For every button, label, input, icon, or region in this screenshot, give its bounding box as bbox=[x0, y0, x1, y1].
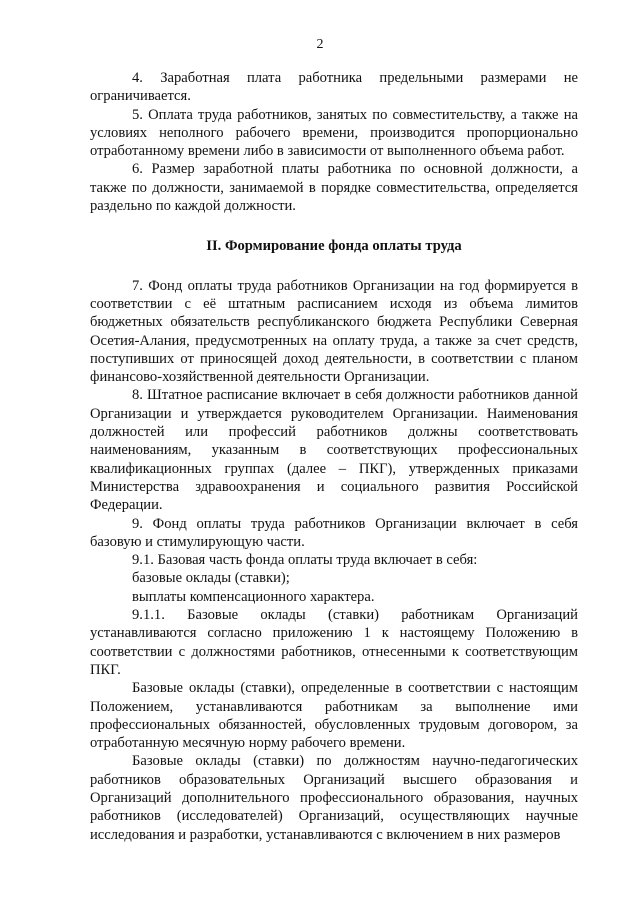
paragraph-8: 8. Штатное расписание включает в себя должности работников данной Организации и утверждается руководителем Организации. Наименования должностей или профессий работников должны соответствовать наименованиям, указанным в соответствующих профессиональных квалификационных группах (далее – ПКГ), утвержденных приказами Министерства здравоохранения и социального развития Российской Федерации. bbox=[90, 387, 578, 514]
document-body bbox=[90, 69, 578, 844]
paragraph-scientific-staff-salaries: Базовые оклады (ставки) по должностям научно-педагогических работников образовательных Организаций высшего образования и Организаций дополнительного профессионального образования, научных работников (исследователей) Организаций, осуществляющих научные исследования и разработки, устанавливаются с включением в них размеров bbox=[90, 753, 578, 843]
paragraph-5: 5. Оплата труда работников, занятых по совместительству, а также на условиях неполного рабочего времени, производится пропорционально отработанному времени либо в зависимости от выполненного объема работ. bbox=[90, 106, 578, 160]
page-number: 2 bbox=[316, 37, 324, 52]
paragraph-6: 6. Размер заработной платы работника по основной должности, а также по должности, занимаемой в порядке совместительства, определяется раздельно по каждой должности. bbox=[90, 161, 578, 215]
paragraph-9-1-1: 9.1.1. Базовые оклады (ставки) работникам Организаций устанавливаются согласно приложению 1 к настоящему Положению в соответствии с должностями работников, отнесенными к соответствующим ПКГ. bbox=[90, 607, 578, 678]
list-item-base-salaries: базовые оклады (ставки); bbox=[132, 570, 290, 587]
list-item-compensation-payments: выплаты компенсационного характера. bbox=[132, 588, 375, 605]
paragraph-4: 4. Заработная плата работника предельными размерами не ограничивается. bbox=[90, 70, 578, 105]
paragraph-9: 9. Фонд оплаты труда работников Организации включает в себя базовую и стимулирующую части. bbox=[90, 515, 578, 550]
paragraph-9-1: 9.1. Базовая часть фонда оплаты труда включает в себя: bbox=[132, 552, 478, 569]
paragraph-base-salary-definition: Базовые оклады (ставки), определенные в соответствии с настоящим Положением, устанавливаются работникам за выполнение ими профессиональных обязанностей, обусловленных трудовым договором, за отработанную месячную норму рабочего времени. bbox=[90, 680, 578, 752]
paragraph-7: 7. Фонд оплаты труда работников Организации на год формируется в соответствии с её штатным расписанием исходя из объема лимитов бюджетных обязательств республиканского бюджета Республики Северная Осетия-Алания, предусмотренных на оплату труда, а также за счет средств, поступивших от приносящей доход деятельности, в соответствии с планом финансово-хозяйственной деятельности Организации. bbox=[90, 277, 578, 386]
section-heading: II. Формирование фонда оплаты труда bbox=[206, 238, 462, 255]
